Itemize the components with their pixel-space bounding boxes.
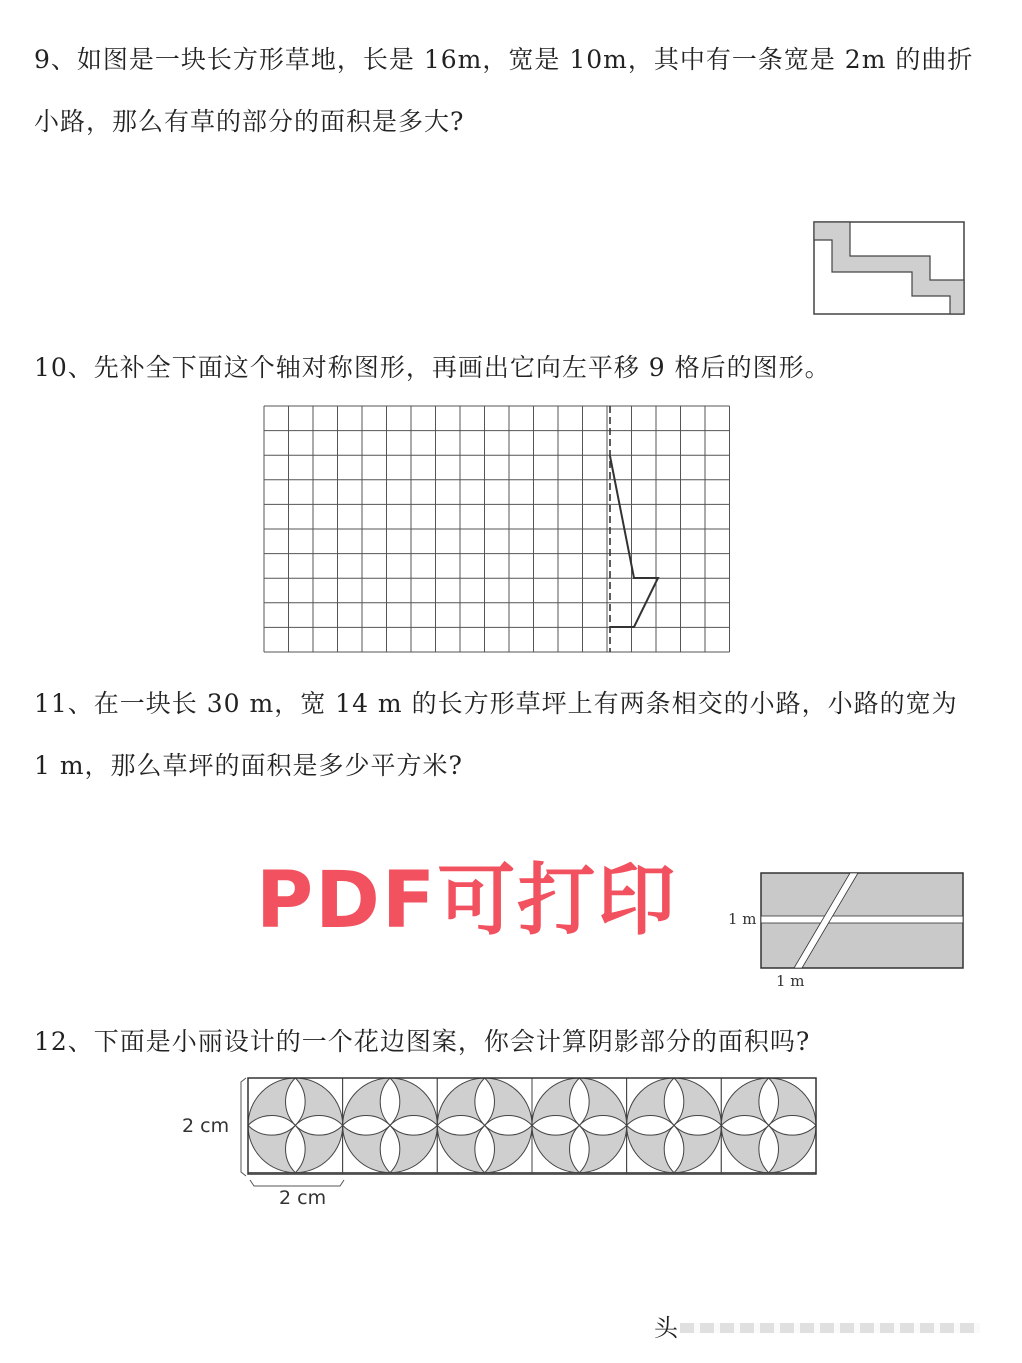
q11-text-line2: 1 m，那么草坪的面积是多少平方米? [34, 751, 463, 780]
flower-tile [721, 1078, 816, 1173]
watermark-text: PDF可打印 [256, 856, 678, 946]
height-brace [241, 1078, 246, 1176]
q11-side-label: 1 m [728, 910, 757, 928]
flower-tile [343, 1078, 438, 1173]
q10-text-line1: 10、先补全下面这个轴对称图形，再画出它向左平移 9 格后的图形。 [34, 353, 831, 382]
q11-bottom-label: 1 m [776, 972, 805, 990]
q12-width-label: 2 cm [279, 1187, 327, 1209]
flower-tile [437, 1078, 532, 1173]
q9-text-line2: 小路，那么有草的部分的面积是多大? [34, 107, 465, 136]
flower-tile [248, 1078, 343, 1173]
q11-lawn-figure [758, 870, 968, 972]
q9-lawn-figure [812, 220, 968, 317]
q12-text-line1: 12、下面是小丽设计的一个花边图案，你会计算阴影部分的面积吗? [34, 1027, 811, 1056]
q10-grid-figure [262, 404, 738, 656]
q11-text-line1: 11、在一块长 30 m，宽 14 m 的长方形草坪上有两条相交的小路，小路的宽为 [34, 689, 958, 718]
q12-height-label: 2 cm [182, 1115, 230, 1137]
flower-tile [532, 1078, 627, 1173]
q9-text-line1: 9、如图是一块长方形草地，长是 16m，宽是 10m，其中有一条宽是 2m 的曲折 [34, 45, 974, 74]
footer-glyph: 头 [654, 1314, 678, 1342]
footer-bar [680, 1323, 980, 1333]
q11-horizontal-path [761, 916, 963, 923]
width-brace [250, 1180, 344, 1186]
q10-half-shape [610, 456, 658, 627]
flower-tile [627, 1078, 722, 1173]
